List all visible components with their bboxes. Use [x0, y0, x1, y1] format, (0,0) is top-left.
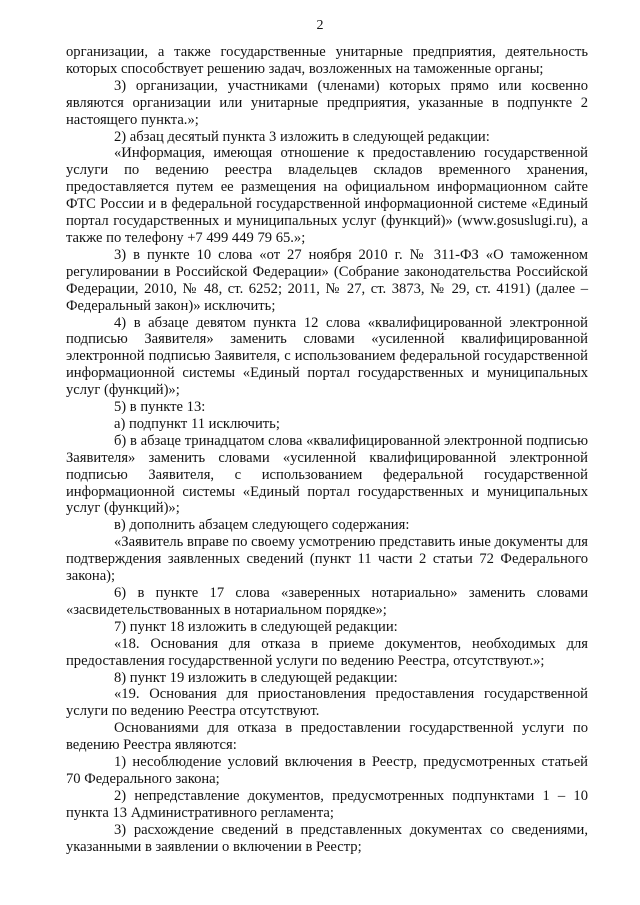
paragraph: Основаниями для отказа в предоставлении государственной услуги по ведению Реестра являются: — [66, 720, 588, 754]
paragraph: организации, а также государственные унитарные предприятия, деятельность которых способствует решению задач, возложенных на таможенные органы; — [66, 44, 588, 77]
paragraph: 4) в абзаце девятом пункта 12 слова «квалифицированной электронной подписью Заявителя» заменить словами «усиленной квалифицированной электронной подписью Заявителя, с использованием федеральной государственной информационной системы «Единый портал государственных и муниципальных услуг (функций)»; — [66, 314, 588, 399]
paragraph: 3) расхождение сведений в представленных документах со сведениями, указанными в заявлении о включении в Реестр; — [66, 821, 588, 855]
paragraph: «19. Основания для приостановления предоставления государственной услуги по ведению Реестра отсутствуют. — [66, 686, 588, 720]
paragraph: «18. Основания для отказа в приеме документов, необходимых для предоставления государственной услуги по ведению Реестра, отсутствуют.»; — [66, 635, 588, 669]
paragraph: «Заявитель вправе по своему усмотрению представить иные документы для подтверждения заявленных сведений (пункт 11 части 2 статьи 72 Федерального закона); — [66, 534, 588, 585]
paragraph: 8) пункт 19 изложить в следующей редакции: — [114, 669, 398, 686]
paragraph: 1) несоблюдение условий включения в Реестр, предусмотренных статьей 70 Федерального закона; — [66, 754, 588, 787]
paragraph: а) подпункт 11 исключить; — [114, 415, 280, 432]
paragraph: 7) пункт 18 изложить в следующей редакции: — [114, 618, 398, 635]
paragraph: «Информация, имеющая отношение к предоставлению государственной услуги по ведению реестра владельцев складов временного хранения, предоставляется путем ее размещения на официальном информационном сайте ФТС России и в федеральной государственной информационной системе «Единый портал государственных и муниципальных услуг (функций)» (www.gosuslugi.ru), а также по телефону +7 499 449 79 65.»; — [66, 145, 588, 246]
paragraph: 2) непредставление документов, предусмотренных подпунктами 1 – 10 пункта 13 Административного регламента; — [66, 787, 588, 821]
document-body — [66, 44, 588, 856]
paragraph: 3) в пункте 10 слова «от 27 ноября 2010 г. № 311-ФЗ «О таможенном регулировании в Российской Федерации» (Собрание законодательства Российской Федерации, 2010, № 48, ст. 6252; 2011, № 27, ст. 3873, № 29, ст. 4191) (далее – Федеральный закон)» исключить; — [66, 246, 588, 314]
paragraph: 2) абзац десятый пункта 3 изложить в следующей редакции: — [114, 128, 490, 145]
paragraph: 5) в пункте 13: — [114, 399, 206, 416]
paragraph: 6) в пункте 17 слова «заверенных нотариально» заменить словами «засвидетельствованных в нотариальном порядке»; — [66, 585, 588, 618]
page-number: 2 — [316, 18, 324, 33]
paragraph: 3) организации, участниками (членами) которых прямо или косвенно являются организации или унитарные предприятия, указанные в подпункте 2 настоящего пункта.»; — [66, 77, 588, 128]
paragraph: б) в абзаце тринадцатом слова «квалифицированной электронной подписью Заявителя» заменить словами «усиленной квалифицированной электронной подписью Заявителя, с использованием федеральной государственной информационной системы «Единый портал государственных и муниципальных услуг (функций)»; — [66, 432, 588, 517]
paragraph: в) дополнить абзацем следующего содержания: — [114, 517, 410, 534]
